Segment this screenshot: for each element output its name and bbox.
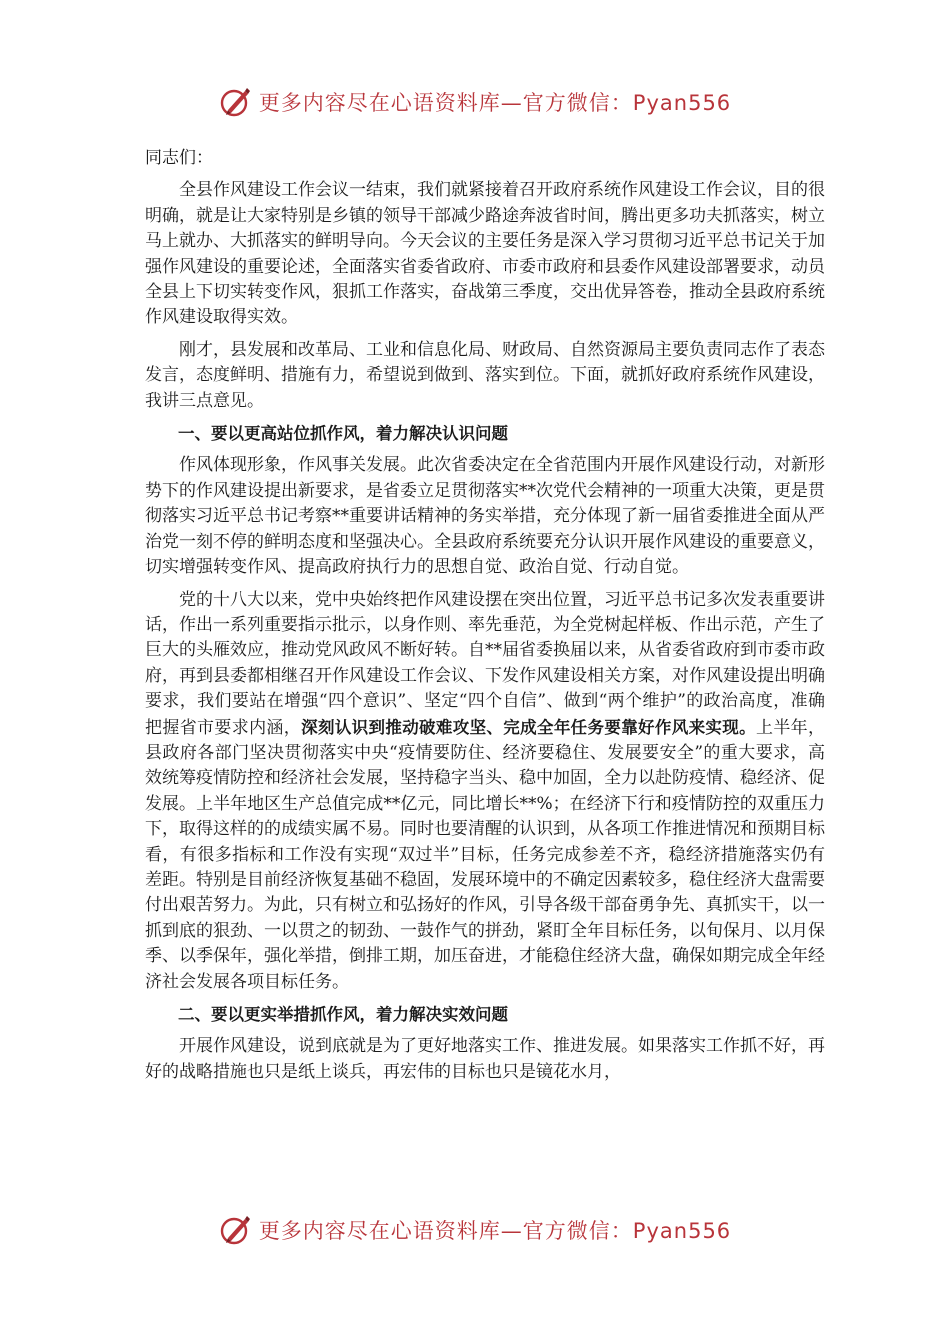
header-banner	[0, 80, 950, 124]
intro-paragraph: 全县作风建设工作会议一结束，我们就紧接着召开政府系统作风建设工作会议，目的很明确，就是让大家特别是乡镇的领导干部减少路途奔波省时间，腾出更多功夫抓落实，树立马上就办、大抓落实的鲜明导向。今天会议的主要任务是深入学习贯彻习近平总书记关于加强作风建设的重要论述，全面落实省委省政府、市委市政府和县委作风建设部署要求，动员全县上下切实转变作风，狠抓工作落实，奋战第三季度，交出优异答卷，推动全县政府系统作风建设取得实效。	[145, 180, 825, 328]
section2-paragraph-1: 开展作风建设，说到底就是为了更好地落实工作、推进发展。如果落实工作抓不好，再好的战略措施也只是纸上谈兵，再宏伟的目标也只是镜花水月，	[145, 1036, 825, 1082]
banner-text: 更多内容尽在心语资料库—官方微信：Pyan556	[258, 1219, 732, 1243]
section1-paragraph-2	[145, 588, 825, 996]
section1-paragraph-1: 作风体现形象，作风事关发展。此次省委决定在全省范围内开展作风建设行动，对新形势下的作风建设提出新要求，是省委立足贯彻落实**次党代会精神的一项重大决策，更是贯彻落实习近平总书记考察**重要讲话精神的务实举措，充分体现了新一届省委推进全面从严治党一刻不停的鲜明态度和坚强决心。全县政府系统要充分认识开展作风建设的重要意义，切实增强转变作风、提高政府执行力的思想自觉、政治自觉、行动自觉。	[145, 455, 825, 578]
document-body	[145, 146, 825, 1085]
pen-logo-icon	[219, 1213, 253, 1247]
intro-paragraph: 刚才，县发展和改革局、工业和信息化局、财政局、自然资源局主要负责同志作了表态发言，态度鲜明、措施有力，希望说到做到、落实到位。下面，就抓好政府系统作风建设，我讲三点意见。	[145, 339, 825, 411]
emphasis-text: 深刻认识到推动破难攻坚、完成全年任务要靠好作风来实现。	[301, 717, 756, 737]
section-heading-2: 二、要以更实举措抓作风，着力解决实效问题	[178, 1005, 508, 1024]
footer-banner	[0, 1208, 950, 1252]
salutation: 同志们：	[145, 148, 213, 168]
paragraph-text: 上半年，县政府各部门坚决贯彻落实中央“疫情要防住、经济要稳住、发展要安全”的重大要求，高效统筹疫情防控和经济社会发展，坚持稳字当头、稳中加固，全力以赴防疫情、稳经济、促发展。上半年地区生产总值完成**亿元，同比增长**%；在经济下行和疫情防控的双重压力下，取得这样的的成绩实属不易。同时也要清醒的认识到，从各项工作推进情况和预期目标看，有很多指标和工作没有实现“双过半”目标，任务完成参差不齐，稳经济措施落实仍有差距。特别是目前经济恢复基础不稳固，发展环境中的不确定因素较多，稳住经济大盘需要付出艰苦努力。为此，只有树立和弘扬好的作风，引导各级干部奋勇争先、真抓实干，以一抓到底的狠劲、一以贯之的韧劲、一鼓作气的拼劲，紧盯全年目标任务，以旬保月、以月保季、以季保年，强化举措，倒排工期，加压奋进，才能稳住经济大盘，确保如期完成全年经济社会发展各项目标任务。	[145, 717, 826, 992]
paragraph-text: 党的十八大以来，党中央始终把作风建设摆在突出位置，习近平总书记多次发表重要讲话，作出一系列重要指示批示，以身作则、率先垂范，为全党树起样板、作出示范，产生了巨大的头雁效应，推动党风政风不断好转。自**届省委换届以来，从省委省政府到市委市政府，再到县委都相继召开作风建设工作会议、下发作风建设相关方案，对作风建设提出明确要求，我们要站在增强“四个意识”、坚定“四个自信”、做到“两个维护”的政治高度，准确把握省市要求内涵，	[145, 589, 825, 738]
pen-logo-icon	[219, 85, 253, 119]
banner-text: 更多内容尽在心语资料库—官方微信：Pyan556	[258, 91, 732, 115]
section-heading-1: 一、要以更高站位抓作风，着力解决认识问题	[178, 424, 508, 444]
